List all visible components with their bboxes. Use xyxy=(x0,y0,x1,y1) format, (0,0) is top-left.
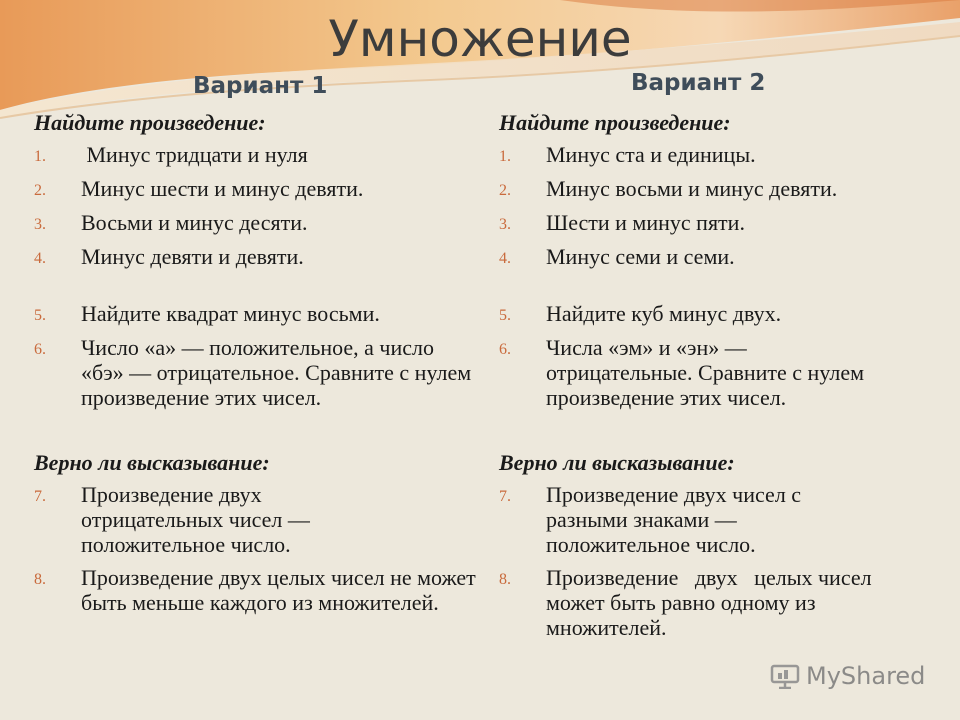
list-item xyxy=(34,482,484,557)
presentation-icon xyxy=(770,663,800,689)
list-item xyxy=(34,210,484,237)
item-text: Минус девяти и девяти. xyxy=(81,244,304,269)
slide-title: Умножение xyxy=(328,10,632,68)
item-number: 4. xyxy=(499,250,511,267)
list-item xyxy=(34,244,484,271)
item-text: Произведение двух чисел с разными знаками — положительное число. xyxy=(546,482,802,557)
list-item xyxy=(499,176,949,203)
list-item xyxy=(499,244,949,271)
item-number: 1. xyxy=(34,148,46,165)
item-text: Минус восьми и минус девяти. xyxy=(546,176,838,201)
item-number: 5. xyxy=(499,307,511,324)
item-number: 2. xyxy=(34,182,46,199)
item-number: 7. xyxy=(499,488,511,505)
item-text: Произведение двух целых чисел может быть равно одному из множителей. xyxy=(546,565,889,640)
item-text: Минус шести и минус девяти. xyxy=(81,176,364,201)
item-number: 1. xyxy=(499,148,511,165)
list-item xyxy=(34,565,484,615)
list-item xyxy=(499,210,949,237)
item-number: 2. xyxy=(499,182,511,199)
item-text: Найдите квадрат минус восьми. xyxy=(81,301,380,326)
list-item xyxy=(34,301,484,328)
item-number: 4. xyxy=(34,250,46,267)
item-text: Произведение двух отрицательных чисел — положительное число. xyxy=(81,482,310,557)
item-number: 6. xyxy=(34,341,46,358)
item-number: 6. xyxy=(499,341,511,358)
item-number: 3. xyxy=(499,216,511,233)
myshared-watermark xyxy=(770,662,925,690)
item-text: Шести и минус пяти. xyxy=(546,210,745,235)
item-number: 3. xyxy=(34,216,46,233)
watermark-text: MyShared xyxy=(806,662,926,690)
list-item xyxy=(499,335,949,410)
variant-1-heading: Вариант 1 xyxy=(193,73,328,99)
list-item xyxy=(499,482,949,557)
list-item xyxy=(499,301,949,328)
list-item xyxy=(499,565,949,640)
list-item xyxy=(34,176,484,203)
item-text: Восьми и минус десяти. xyxy=(81,210,308,235)
list-item xyxy=(499,142,949,169)
variant-2-heading: Вариант 2 xyxy=(631,70,766,96)
item-number: 7. xyxy=(34,488,46,505)
true-statement-heading: Верно ли высказывание: xyxy=(499,450,735,475)
list-item xyxy=(34,335,484,410)
item-text: Минус ста и единицы. xyxy=(546,142,756,167)
item-text: Произведение двух целых чисел не может быть меньше каждого из множителей. xyxy=(81,565,476,615)
item-text: Минус семи и семи. xyxy=(546,244,735,269)
item-number: 5. xyxy=(34,307,46,324)
item-text: Найдите куб минус двух. xyxy=(546,301,782,326)
item-text: Минус тридцати и нуля xyxy=(81,142,308,167)
find-product-heading: Найдите произведение: xyxy=(34,110,266,135)
variant-1-column xyxy=(34,110,484,615)
variant-2-column xyxy=(499,110,949,640)
item-text: Число «а» — положительное, а число «бэ» — отрицательное. Сравните с нулем произведение этих чисел. xyxy=(81,335,472,410)
item-number: 8. xyxy=(499,571,511,588)
find-product-heading: Найдите произведение: xyxy=(499,110,731,135)
item-number: 8. xyxy=(34,571,46,588)
list-item xyxy=(34,142,484,169)
true-statement-heading: Верно ли высказывание: xyxy=(34,450,270,475)
item-text: Числа «эм» и «эн» — отрицательные. Сравните с нулем произведение этих чисел. xyxy=(546,335,865,410)
